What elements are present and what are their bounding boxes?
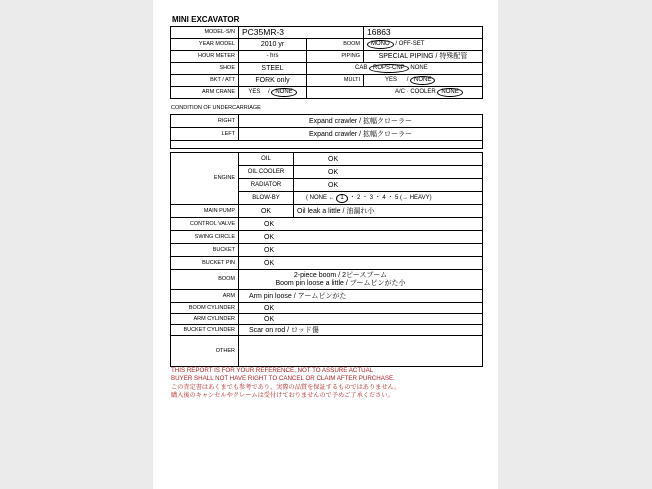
cab-none-option: NONE [410, 65, 428, 71]
report-title: MINI EXCAVATOR [172, 15, 240, 24]
serial-value: 16863 [364, 27, 483, 39]
boom-line-2: Boom pin loose a little / ブームピンがた小 [275, 279, 406, 287]
shoe-label: SHOE [171, 63, 239, 75]
arm-value: Arm pin loose / アームピンがた [239, 290, 483, 303]
bucket-pin-value: OK [239, 257, 483, 270]
ac-label: A/C · COOLER [395, 89, 436, 95]
boom-label: BOOM [171, 270, 239, 290]
arm-cylinder-label: ARM CYLINDER [171, 314, 239, 325]
multi-label: MULTI [307, 75, 364, 87]
bucket-cylinder-label: BUCKET CYLINDER [171, 325, 239, 336]
oil-cooler-value: OK [294, 166, 483, 179]
right-value: Expand crawler / 拡幅クローラー [239, 115, 483, 128]
arm-crane-value: YES / NONE [239, 87, 307, 99]
radiator-label: RADIATOR [239, 179, 294, 192]
bucket-label: BUCKET [171, 244, 239, 257]
boom-cylinder-value: OK [239, 303, 483, 314]
oil-label: OIL [239, 153, 294, 166]
left-label: LEFT [171, 128, 239, 141]
multi-value: YES / NONE [364, 75, 483, 87]
disclaimer-line-1: THIS REPORT IS FOR YOUR REFERENCE, NOT TO ASSURE ACTUAL [171, 367, 374, 374]
piping-value: SPECIAL PIPING / 特殊配管 [364, 51, 483, 63]
cab-rops-circled: ROPS-CNP [369, 64, 409, 73]
model-value: PC35MR-3 [239, 27, 364, 39]
undercarriage-table [170, 114, 483, 149]
disclaimer [171, 367, 400, 400]
swing-circle-value: OK [239, 231, 483, 244]
boom-cylinder-label: BOOM CYLINDER [171, 303, 239, 314]
bkt-label: BKT / ATT [171, 75, 239, 87]
boom-value [239, 270, 483, 290]
oil-value: OK [294, 153, 483, 166]
bkt-value: FORK only [239, 75, 307, 87]
shoe-value: STEEL [239, 63, 307, 75]
multi-none-circled: NONE [410, 76, 435, 85]
blowby-1-circled: 1 [336, 194, 347, 203]
main-pump-label: MAIN PUMP [171, 205, 239, 218]
boom-offset-option: OFF-SET [398, 41, 425, 47]
blank-row [171, 141, 483, 149]
cab-cell [307, 63, 483, 75]
disclaimer-line-3: この査定書はあくまでも参考であり、実際の品質を保証するものではありません。 [171, 383, 401, 391]
boom-line-1: 2-piece boom / 2ピースブーム [293, 271, 388, 279]
bucket-pin-label: BUCKET PIN [171, 257, 239, 270]
control-valve-label: CONTROL VALVE [171, 218, 239, 231]
cab-label: CAB [355, 65, 368, 71]
boom-type-label: BOOM [307, 39, 364, 51]
ac-none-circled: NONE [437, 88, 462, 97]
arm-label: ARM [171, 290, 239, 303]
hour-label: HOUR METER [171, 51, 239, 63]
arm-crane-label: ARM CRANE [171, 87, 239, 99]
bucket-cylinder-value: Scar on rod / ロッド傷 [239, 325, 483, 336]
right-label: RIGHT [171, 115, 239, 128]
swing-circle-label: SWING CIRCLE [171, 231, 239, 244]
main-pump-note: Oil leak a little / 油漏れ小 [294, 205, 483, 218]
inspection-table [170, 152, 483, 367]
model-label: MODEL-S/N [171, 27, 239, 39]
boom-type-value: MONO / OFF-SET [364, 39, 483, 51]
piping-label: PIPING [307, 51, 364, 63]
boom-mono-circled: MONO [367, 40, 394, 49]
main-pump-status: OK [239, 205, 294, 218]
left-value: Expand crawler / 拡幅クローラー [239, 128, 483, 141]
disclaimer-line-4: 購入後のキャンセルやクレームは受付けておりませんので予めご了承ください。 [171, 391, 394, 399]
year-value: 2010 yr [239, 39, 307, 51]
control-valve-value: OK [239, 218, 483, 231]
arm-crane-none-circled: NONE [271, 88, 296, 97]
other-value [239, 336, 483, 367]
engine-label: ENGINE [171, 153, 239, 205]
oil-cooler-label: OIL COOLER [239, 166, 294, 179]
year-label: YEAR MODEL [171, 39, 239, 51]
ac-cell [307, 87, 483, 99]
spec-table [170, 26, 483, 99]
blowby-label: BLOW-BY [239, 192, 294, 205]
hour-value: - hrs [239, 51, 307, 63]
arm-cylinder-value: OK [239, 314, 483, 325]
radiator-value: OK [294, 179, 483, 192]
bucket-value: OK [239, 244, 483, 257]
blowby-scale: ( NONE ← 1 ・ 2 ・ 3 ・ 4 ・ 5 (→ HEAVY) [294, 192, 483, 205]
undercarriage-heading: CONDITION OF UNDERCARRIAGE [171, 105, 261, 111]
disclaimer-line-2: BUYER SHALL NOT HAVE RIGHT TO CANCEL OR CLAIM AFTER PURCHASE. [171, 375, 395, 383]
other-label: OTHER [171, 336, 239, 367]
